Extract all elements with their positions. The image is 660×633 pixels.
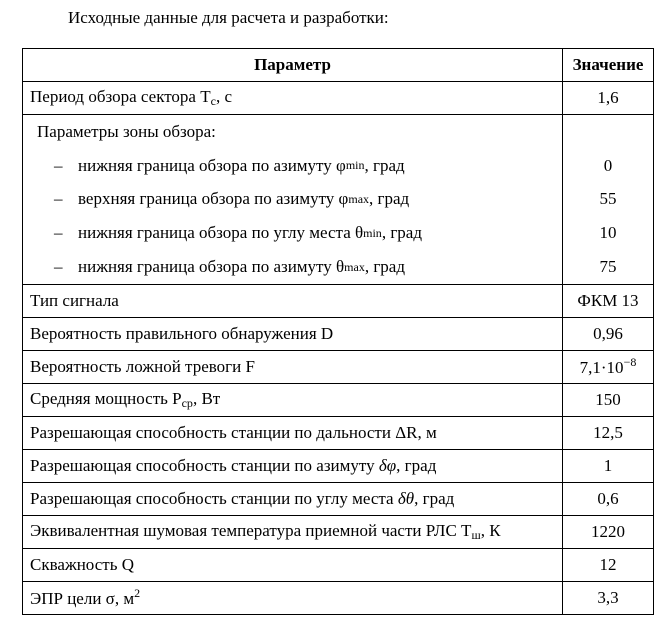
- zone-value-el-max: 75: [599, 257, 617, 277]
- table-row: [23, 350, 654, 383]
- row-value-az-res: 1: [563, 449, 654, 482]
- table-row: [23, 383, 654, 416]
- zone-title: Параметры зоны обзора:: [37, 121, 216, 141]
- header-parameter: Параметр: [23, 49, 563, 82]
- table-header-row: [23, 49, 654, 82]
- table-row-zone: [23, 115, 654, 285]
- row-label-false-alarm: Вероятность ложной тревоги F: [23, 350, 563, 383]
- row-value-duty: 12: [563, 548, 654, 581]
- row-label-az-res: Разрешающая способность станции по азимуту δφ, град: [23, 449, 563, 482]
- row-value-signal: ФКМ 13: [563, 284, 654, 317]
- row-value-detection: 0,96: [563, 317, 654, 350]
- row-value-range-res: 12,5: [563, 416, 654, 449]
- table-row: [23, 581, 654, 614]
- table-row: [23, 548, 654, 581]
- row-value-el-res: 0,6: [563, 482, 654, 515]
- row-value-false-alarm: $7,1\cdot 10^{-8}$: [563, 350, 654, 383]
- table-row: [23, 317, 654, 350]
- table-row: [23, 416, 654, 449]
- zone-value-el-min: 10: [599, 223, 617, 243]
- table-caption: Исходные данные для расчета и разработки:: [68, 8, 389, 27]
- row-label-period: Период обзора сектора $T_c$, с: [23, 82, 563, 115]
- parameters-table: [22, 48, 654, 615]
- zone-item-el-min: – нижняя граница обзора по углу места θ min , град: [54, 223, 422, 243]
- row-value-noise-temp: 1220: [563, 515, 654, 548]
- table-row: [23, 482, 654, 515]
- table-row: [23, 449, 654, 482]
- zone-value-az-min: 0: [603, 155, 613, 175]
- table-row: [23, 515, 654, 548]
- zone-value-az-max: 55: [599, 189, 617, 209]
- table-row: [23, 284, 654, 317]
- row-label-el-res: Разрешающая способность станции по углу места δθ, град: [23, 482, 563, 515]
- row-value-period: 1,6: [563, 82, 654, 115]
- row-label-rcs: ЭПР цели σ, $м^2$: [23, 581, 563, 614]
- header-value: Значение: [563, 49, 654, 82]
- zone-item-az-max: – верхняя граница обзора по азимуту φ max , град: [54, 189, 410, 209]
- zone-values: [563, 115, 654, 285]
- row-label-range-res: Разрешающая способность станции по дальности ΔR, м: [23, 416, 563, 449]
- table-row: [23, 82, 654, 115]
- row-value-power: 150: [563, 383, 654, 416]
- row-label-signal: Тип сигнала: [23, 284, 563, 317]
- zone-item-el-max: – нижняя граница обзора по азимуту θ max , град: [54, 257, 405, 277]
- row-value-rcs: 3,3: [563, 581, 654, 614]
- zone-item-az-min: – нижняя граница обзора по азимуту φ min , град: [54, 155, 405, 175]
- row-label-detection: Вероятность правильного обнаружения D: [23, 317, 563, 350]
- zone-labels: [23, 115, 563, 285]
- row-label-noise-temp: Эквивалентная шумовая температура приемной части РЛС $T_ш$, К: [23, 515, 563, 548]
- row-label-duty: Скважность Q: [23, 548, 563, 581]
- row-label-power: Средняя мощность $P_{ср}$, Вт: [23, 383, 563, 416]
